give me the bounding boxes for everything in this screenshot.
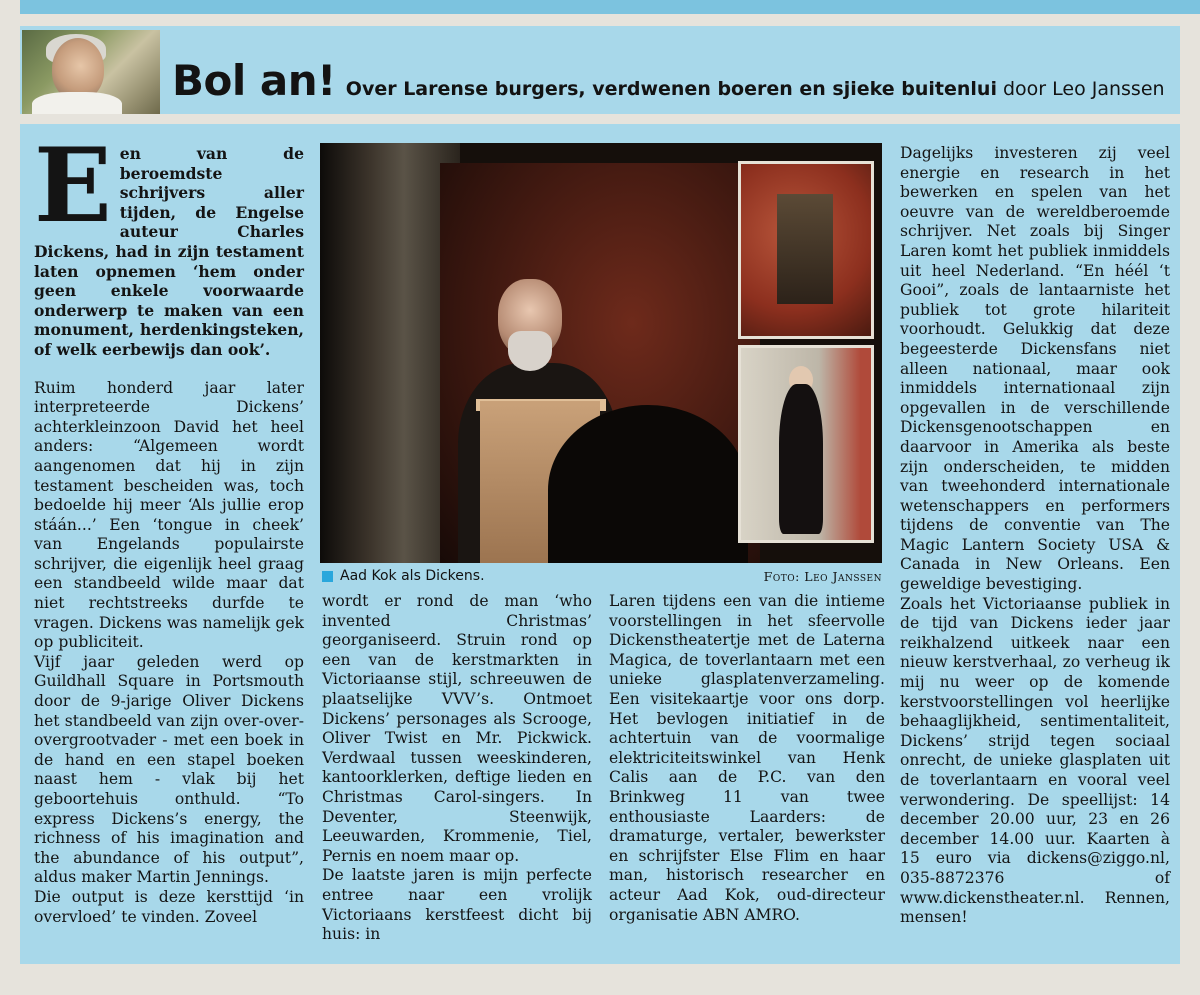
paragraph-5: De laatste jaren is mijn perfecte entree naar een vrolijk Victoriaans kerstfeest dicht bij huis: in — [322, 866, 592, 944]
paragraph-8: Zoals het Victoriaanse publiek in de tijd van Dickens ieder jaar reikhalzend uitkeek naar een nieuw kerstverhaal, zo verheug ik mij nu weer op de komende kerstvoorstellingen vol heerlijke behaaglijkheid, sentimentaliteit, Dickens’ strijd tegen sociaal onrecht, de unieke glasplaten uit de toverlantaarn en vooral veel verwondering. De speellijst: 14 december 20.00 uur, 23 en 26 december 14.00 uur. Kaarten à 15 euro via dickens@ziggo.nl, 035-8872376 of www.dickenstheater.nl. Rennen, mensen! — [900, 594, 1170, 927]
photo-caption — [322, 568, 882, 588]
magic-lantern-device — [777, 194, 833, 304]
column-title: Bol an! — [172, 56, 336, 105]
paragraph-6: Laren tijdens een van die intieme voorstellingen in het sfeervolle Dickenstheatertje met de Laterna Magica, de toverlantaarn met een unieke glasplatenverzameling. Een visitekaartje voor ons dorp. Het bevlogen initiatief in de achtertuin van de voormalige elektriciteitswinkel van Henk Calis aan de P.C. van den Brinkweg 11 van twee enthousiaste Laarders: de dramaturge, vertaler, bewerkster en schrijfster Else Flim en haar man, historisch researcher en acteur Aad Kok, oud-directeur organisatie ABN AMRO. — [609, 592, 885, 924]
inset-photo-lantern — [738, 161, 874, 339]
headline — [172, 56, 1165, 105]
paragraph-3: Die output is deze kersttijd ‘in overvloed’ te vinden. Zoveel — [34, 887, 304, 926]
caption-text: Aad Kok als Dickens. — [340, 568, 485, 584]
photo-audience-silhouette — [548, 405, 748, 563]
main-photo — [320, 143, 882, 563]
portrait-face — [52, 38, 104, 100]
photo-curtain — [320, 143, 460, 563]
column-subtitle: Over Larense burgers, verdwenen boeren en sjieke buitenlui — [345, 78, 997, 100]
column-2 — [322, 592, 592, 945]
column-1 — [34, 126, 304, 927]
byline: door Leo Janssen — [1002, 78, 1165, 100]
caption-marker-square — [322, 571, 333, 582]
top-color-strip — [20, 0, 1200, 14]
inset-photo-performer — [738, 345, 874, 543]
performer-figure — [779, 384, 823, 534]
portrait-shirt — [32, 92, 122, 114]
lead-paragraph: en van de beroemdste schrijvers aller tijden, de Engelse auteur Charles Dickens, had in zijn testament laten opnemen ‘hem onder geen enkele voorwaarde onderwerp te maken van een monument, herdenkingsteken, of welk eerbewijs dan ook’. — [34, 144, 304, 359]
column-4 — [900, 144, 1170, 928]
photo-credit: Foto: Leo Janssen — [763, 569, 882, 584]
paragraph-2: Vijf jaar geleden werd op Guildhall Square in Portsmouth door de 9-jarige Oliver Dickens het standbeeld van zijn over-over-overgrootvader - met een boek in de hand en een stapel boeken naast hem - vlak bij het geboortehuis onthuld. “To express Dickens’s energy, the richness of his imagination and the abundance of his output”, aldus maker Martin Jennings. — [34, 652, 304, 887]
photo-actor-beard — [508, 331, 552, 371]
paragraph-1: Ruim honderd jaar later interpreteerde Dickens’ achterkleinzoon David het heel anders: “Algemeen wordt aangenomen dat hij in zijn testament bescheiden was, toch bedoelde hij meer ‘Als jullie erop stáán...’ Een ‘tongue in cheek’ van Engelands populairste schrijver, die eigenlijk heel graag een standbeeld wilde maar dat niet rechtstreeks durfde te vragen. Dickens was namelijk gek op publiciteit. — [34, 378, 304, 652]
author-portrait — [22, 30, 160, 114]
paragraph-7: Dagelijks investeren zij veel energie en research in het bewerken en spelen van het oeuvre van de wereldberoemde schrijver. Net zoals bij Singer Laren komt het publiek inmiddels uit heel Nederland. “En héél ‘t Gooi”, zoals de lantaarniste het publiek tot grote hilariteit voorhoudt. Gelukkig dat deze begeesterde Dickensfans niet alleen nationaal, maar ook inmiddels internationaal zijn opgevallen in de verschillende Dickensgenootschappen en daarvoor in Amerika als beste zijn onderscheiden, te midden van tweehonderd internationale wetenschappers en performers tijdens de conventie van The Magic Lantern Society USA & Canada in New Orleans. Een geweldige bevestiging. — [900, 144, 1170, 594]
paragraph-4: wordt er rond de man ‘who invented Christmas’ georganiseerd. Struin rond op een van de kerstmarkten in Victoriaanse stijl, schreeuwen de plaatselijke VVV’s. Ontmoet Dickens’ personages als Scrooge, Oliver Twist en Mr. Pickwick. Verdwaal tussen weeskinderen, kantoorklerken, deftige lieden en Christmas Carol-singers. In Deventer, Steenwijk, Leeuwarden, Krommenie, Tiel, Pernis en noem maar op. — [322, 592, 592, 865]
drop-cap: E — [34, 126, 112, 246]
column-3 — [609, 592, 885, 925]
